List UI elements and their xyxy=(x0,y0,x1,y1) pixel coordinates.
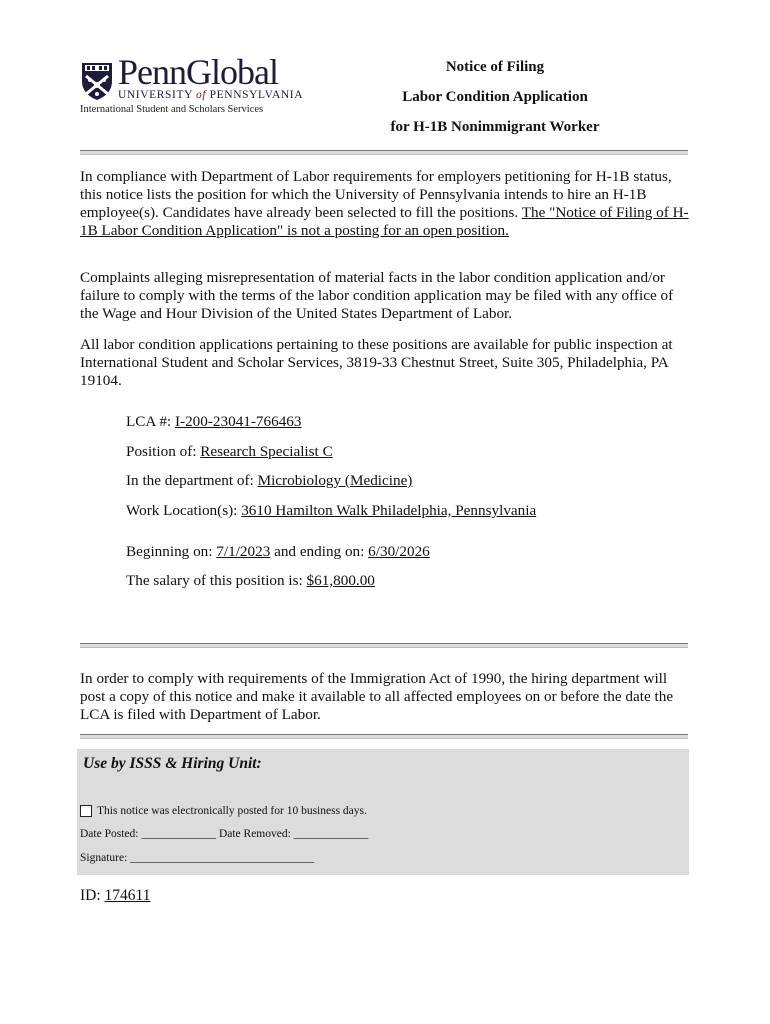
complaints-paragraph: Complaints alleging misrepresentation of material facts in the labor condition application and/or failure to comply with the terms of the labor condition application may be filed with any office of the Wage and Hour Division of the United States Department of Labor. xyxy=(80,269,674,322)
lca-value: I-200-23041-766463 xyxy=(174,413,302,430)
inspection-paragraph: All labor condition applications pertaining to these positions are available for public inspection at International Student and Scholar Services, 3819-33 Chestnut Street, Suite 305, Philadelphia, PA 19104. xyxy=(80,336,673,389)
use-box-title: Use by ISSS & Hiring Unit: xyxy=(83,755,262,772)
date-posted-removed-line: Date Posted: _____________ Date Removed: _____________ xyxy=(80,828,369,840)
location-value: 3610 Hamilton Walk Philadelphia, Pennsylvania xyxy=(241,502,537,519)
penn-global-logo xyxy=(80,52,310,115)
posted-checkbox-label: This notice was electronically posted for 10 business days. xyxy=(97,805,367,817)
department-line: In the department of: Microbiology (Medicine) xyxy=(126,472,413,489)
signature-line: Signature: ________________________________ xyxy=(80,852,315,864)
brand-sub-post: PENNSYLVANIA xyxy=(206,89,304,101)
immigration-act-paragraph: In order to comply with requirements of the Immigration Act of 1990, the hiring department will post a copy of this notice and make it available to all affected employees on or before the date the LCA is filed with Department of Labor. xyxy=(80,670,674,723)
department-name: International Student and Scholars Services xyxy=(80,104,264,115)
begin-date: 7/1/2023 xyxy=(216,543,271,560)
para1-text: In compliance with Department of Labor requirements for employers petitioning for H-1B status, this notice lists the position for which the University of Pennsylvania intends to hire an H-1B employee(s). Candidates have already been selected to fill the positions. xyxy=(80,168,672,221)
posted-checkbox[interactable] xyxy=(80,805,92,817)
divider-middle xyxy=(80,643,688,648)
position-value: Research Specialist C xyxy=(200,443,333,460)
position-title: Position of: Research Specialist C xyxy=(126,443,333,460)
isss-use-box xyxy=(77,749,689,875)
title-line-1: Notice of Filing xyxy=(445,59,545,75)
divider-top xyxy=(80,150,688,155)
posted-checkbox-row[interactable] xyxy=(80,805,367,817)
divider-bottom xyxy=(80,734,688,739)
salary-line: The salary of this position is: $61,800.00 xyxy=(126,572,375,589)
title-line-2: Labor Condition Application xyxy=(402,89,588,105)
department-value: Microbiology (Medicine) xyxy=(257,472,413,489)
brand-subtitle xyxy=(118,89,303,101)
lca-number: LCA #: I-200-23041-766463 xyxy=(126,413,302,430)
brand-sub-pre: UNIVERSITY xyxy=(118,89,197,101)
penn-shield-icon xyxy=(80,61,114,101)
work-location: Work Location(s): 3610 Hamilton Walk Philadelphia, Pennsylvania xyxy=(126,502,537,519)
brand-name: PennGlobal xyxy=(118,52,278,92)
employment-dates: Beginning on: 7/1/2023 and ending on: 6/30/2026 xyxy=(126,543,430,560)
notice-title xyxy=(360,52,630,142)
title-line-3: for H-1B Nonimmigrant Worker xyxy=(390,119,600,135)
document-id: ID: 174611 xyxy=(80,887,151,904)
compliance-paragraph xyxy=(80,168,692,240)
not-a-posting-notice: The "Notice of Filing of H-1B Labor Condition Application" is not a posting for an open position. xyxy=(80,204,689,239)
end-date: 6/30/2026 xyxy=(368,543,430,560)
salary-value: $61,800.00 xyxy=(306,572,375,589)
brand-sub-of: of xyxy=(196,89,207,101)
id-value: 174611 xyxy=(104,887,151,904)
